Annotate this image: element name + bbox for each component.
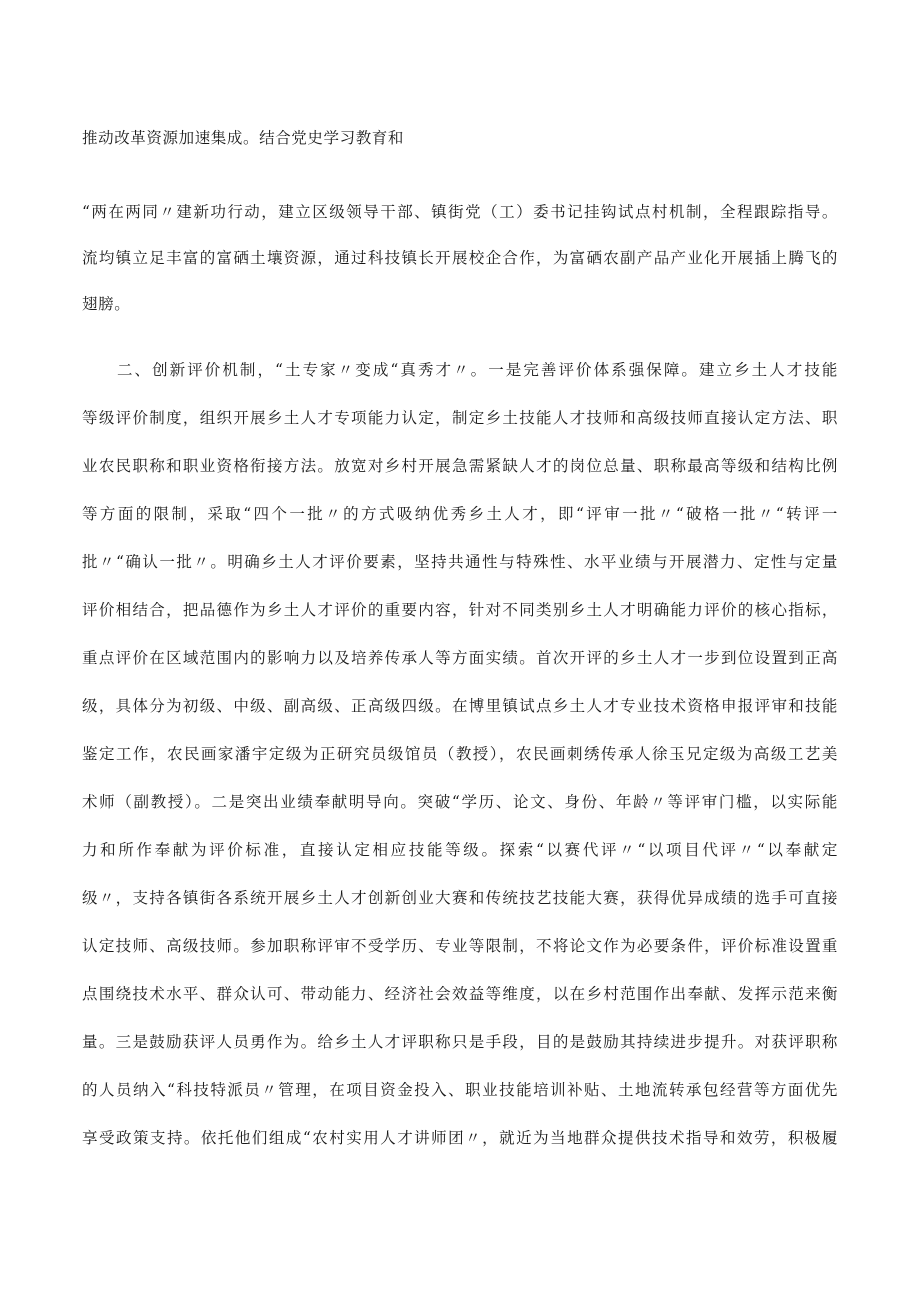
text-line: 等级评价制度，组织开展乡土人才专项能力认定，制定乡土技能人才技师和高级技师直接认定方法、职 (82, 409, 838, 427)
text-line: 翅膀。 (82, 295, 131, 313)
text-line: 术师（副教授）。二是突出业绩奉献明导向。突破“学历、论文、身份、年龄〃等评审门槛，以实际能 (82, 793, 838, 811)
text-line: 力和所作奉献为评价标准，直接认定相应技能等级。探索“以赛代评〃“以项目代评〃“以奉献定 (82, 841, 838, 859)
text-line: 评价相结合，把品德作为乡土人才评价的重要内容，针对不同类别乡土人才明确能力评价的核心指标， (82, 601, 838, 619)
text-line: 认定技师、高级技师。参加职称评审不受学历、专业等限制，不将论文作为必要条件，评价标准设置重 (82, 937, 838, 955)
text-line: 等方面的限制，采取“四个一批〃的方式吸纳优秀乡土人才，即“评审一批〃“破格一批〃“转评一 (82, 505, 838, 523)
text-line: 量。三是鼓励获评人员勇作为。给乡土人才评职称只是手段，目的是鼓励其持续进步提升。对获评职称 (82, 1033, 838, 1051)
text-line: 享受政策支持。依托他们组成“农村实用人才讲师团〃，就近为当地群众提供技术指导和效劳，积极履 (82, 1129, 838, 1147)
text-line: 级，具体分为初级、中级、副高级、正高级四级。在博里镇试点乡土人才专业技术资格申报评审和技能 (82, 697, 838, 715)
text-line: 鉴定工作，农民画家潘宇定级为正研究员级馆员（教授），农民画刺绣传承人徐玉兄定级为高级工艺美 (82, 745, 838, 763)
text-line: 级〃，支持各镇街各系统开展乡土人才创新创业大赛和传统技艺技能大赛，获得优异成绩的选手可直接 (82, 889, 838, 907)
text-line: 流均镇立足丰富的富硒土壤资源，通过科技镇长开展校企合作，为富硒农副产品产业化开展插上腾飞的 (82, 249, 838, 267)
text-line: 的人员纳入“科技特派员〃管理，在项目资金投入、职业技能培训补贴、土地流转承包经营等方面优先 (82, 1081, 838, 1099)
text-line: 重点评价在区域范围内的影响力以及培养传承人等方面实绩。首次开评的乡土人才一步到位设置到正高 (82, 649, 838, 667)
text-line: “两在两同〃建新功行动，建立区级领导干部、镇街党（工）委书记挂钩试点村机制，全程跟踪指导。 (82, 203, 838, 221)
text-line: 二、创新评价机制，“土专家〃变成“真秀才〃。一是完善评价体系强保障。建立乡土人才技能 (117, 361, 838, 379)
text-line: 点围绕技术水平、群众认可、带动能力、经济社会效益等维度，以在乡村范围作出奉献、发挥示范来衡 (82, 985, 838, 1003)
text-line: 业农民职称和职业资格衔接方法。放宽对乡村开展急需紧缺人才的岗位总量、职称最高等级和结构比例 (82, 457, 838, 475)
text-line: 批〃“确认一批〃。明确乡土人才评价要素，坚持共通性与特殊性、水平业绩与开展潜力、定性与定量 (82, 553, 838, 571)
text-line: 推动改革资源加速集成。结合党史学习教育和 (82, 129, 405, 147)
